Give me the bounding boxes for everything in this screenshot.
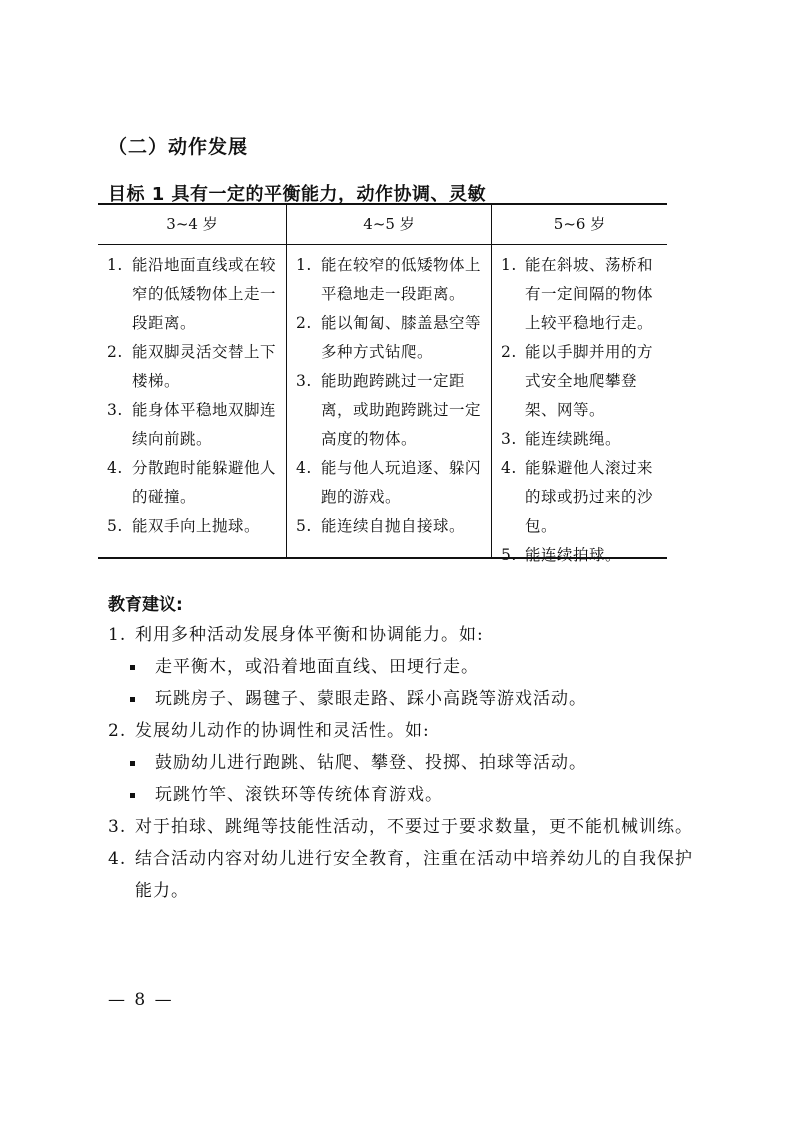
- bullet-text: 走平衡木，或沿着地面直线、田埂行走。: [155, 657, 479, 677]
- list-item: [492, 454, 667, 541]
- square-bullet-icon: [130, 665, 135, 670]
- list-item: [98, 512, 286, 541]
- item-number: 4.: [296, 459, 312, 477]
- suggestion-text: 利用多种活动发展身体平衡和协调能力。如:: [135, 625, 484, 645]
- suggestion-item: [108, 811, 698, 843]
- suggestion-text: 发展幼儿动作的协调性和灵活性。如:: [135, 721, 430, 741]
- list-item: [98, 338, 286, 396]
- item-text: 能以手脚并用的方式安全地爬攀登架、网等。: [525, 343, 654, 419]
- item-number: 1.: [107, 256, 123, 274]
- list-item: [492, 338, 667, 425]
- list-item: [492, 541, 667, 570]
- suggestion-number: 4.: [108, 849, 127, 869]
- item-text: 能双脚灵活交替上下楼梯。: [132, 343, 277, 390]
- suggestion-item: [108, 715, 698, 811]
- bullet-text: 鼓励幼儿进行跑跳、钻爬、攀登、投掷、拍球等活动。: [155, 753, 587, 773]
- item-text: 能连续跳绳。: [525, 430, 622, 448]
- list-item: [492, 425, 667, 454]
- column-items: [492, 245, 667, 570]
- table-column-3-4: [98, 205, 286, 557]
- suggestion-item: [108, 843, 698, 907]
- item-text: 能助跑跨跳过一定距离，或助跑跨跳过一定高度的物体。: [321, 372, 482, 448]
- item-number: 1.: [296, 256, 312, 274]
- item-number: 2.: [501, 343, 517, 361]
- bullet-item: [130, 747, 698, 779]
- item-text: 能在较窄的低矮物体上平稳地走一段距离。: [321, 256, 482, 303]
- item-text: 能以匍匐、膝盖悬空等多种方式钻爬。: [321, 314, 482, 361]
- item-text: 能与他人玩追逐、躲闪跑的游戏。: [321, 459, 482, 506]
- suggestion-text: 结合活动内容对幼儿进行安全教育，注重在活动中培养幼儿的自我保护能力。: [135, 849, 693, 901]
- bullet-item: [130, 683, 698, 715]
- goal-title: 目标 1 具有一定的平衡能力，动作协调、灵敏: [108, 184, 487, 205]
- list-item: [287, 309, 491, 367]
- bullet-text: 玩跳房子、踢毽子、蒙眼走路、踩小高跷等游戏活动。: [155, 689, 587, 709]
- item-number: 3.: [501, 430, 517, 448]
- bullet-item: [130, 779, 698, 811]
- suggestion-text: 对于拍球、跳绳等技能性活动，不要过于要求数量，更不能机械训练。: [135, 817, 693, 837]
- page-number: — 8 —: [108, 990, 174, 1010]
- item-text: 能连续拍球。: [525, 546, 622, 564]
- item-text: 能身体平稳地双脚连续向前跳。: [132, 401, 277, 448]
- education-title: 教育建议:: [108, 595, 183, 615]
- list-item: [98, 251, 286, 338]
- list-item: [287, 454, 491, 512]
- item-number: 5.: [501, 546, 517, 564]
- item-text: 能沿地面直线或在较窄的低矮物体上走一段距离。: [132, 256, 277, 332]
- item-number: 4.: [501, 459, 517, 477]
- item-number: 4.: [107, 459, 123, 477]
- list-item: [492, 251, 667, 338]
- column-header: 4~5 岁: [287, 205, 491, 245]
- column-header: 5~6 岁: [492, 205, 667, 245]
- item-number: 5.: [296, 517, 312, 535]
- square-bullet-icon: [130, 793, 135, 798]
- item-number: 2.: [296, 314, 312, 332]
- item-number: 1.: [501, 256, 517, 274]
- goal-table: [98, 203, 667, 564]
- education-suggestions: [108, 619, 698, 907]
- item-text: 能在斜坡、荡桥和有一定间隔的物体上较平稳地行走。: [525, 256, 654, 332]
- column-header: 3~4 岁: [98, 205, 286, 245]
- suggestion-number: 3.: [108, 817, 127, 837]
- column-items: [287, 245, 491, 541]
- bullet-item: [130, 651, 698, 683]
- item-number: 5.: [107, 517, 123, 535]
- suggestion-number: 1.: [108, 625, 127, 645]
- item-text: 能躲避他人滚过来的球或扔过来的沙包。: [525, 459, 654, 535]
- item-number: 3.: [107, 401, 123, 419]
- table-column-5-6: [491, 205, 667, 564]
- section-title: （二）动作发展: [108, 136, 249, 158]
- item-text: 能连续自抛自接球。: [321, 517, 466, 535]
- bullet-list: [135, 747, 698, 811]
- column-items: [98, 245, 286, 541]
- square-bullet-icon: [130, 697, 135, 702]
- suggestion-item: [108, 619, 698, 715]
- square-bullet-icon: [130, 761, 135, 766]
- list-item: [287, 251, 491, 309]
- table-column-4-5: [286, 205, 491, 557]
- bullet-list: [135, 651, 698, 715]
- item-number: 2.: [107, 343, 123, 361]
- list-item: [287, 367, 491, 454]
- suggestion-number: 2.: [108, 721, 127, 741]
- item-text: 能双手向上抛球。: [132, 517, 261, 535]
- list-item: [287, 512, 491, 541]
- item-number: 3.: [296, 372, 312, 390]
- list-item: [98, 454, 286, 512]
- list-item: [98, 396, 286, 454]
- item-text: 分散跑时能躲避他人的碰撞。: [132, 459, 277, 506]
- bullet-text: 玩跳竹竿、滚铁环等传统体育游戏。: [155, 785, 443, 805]
